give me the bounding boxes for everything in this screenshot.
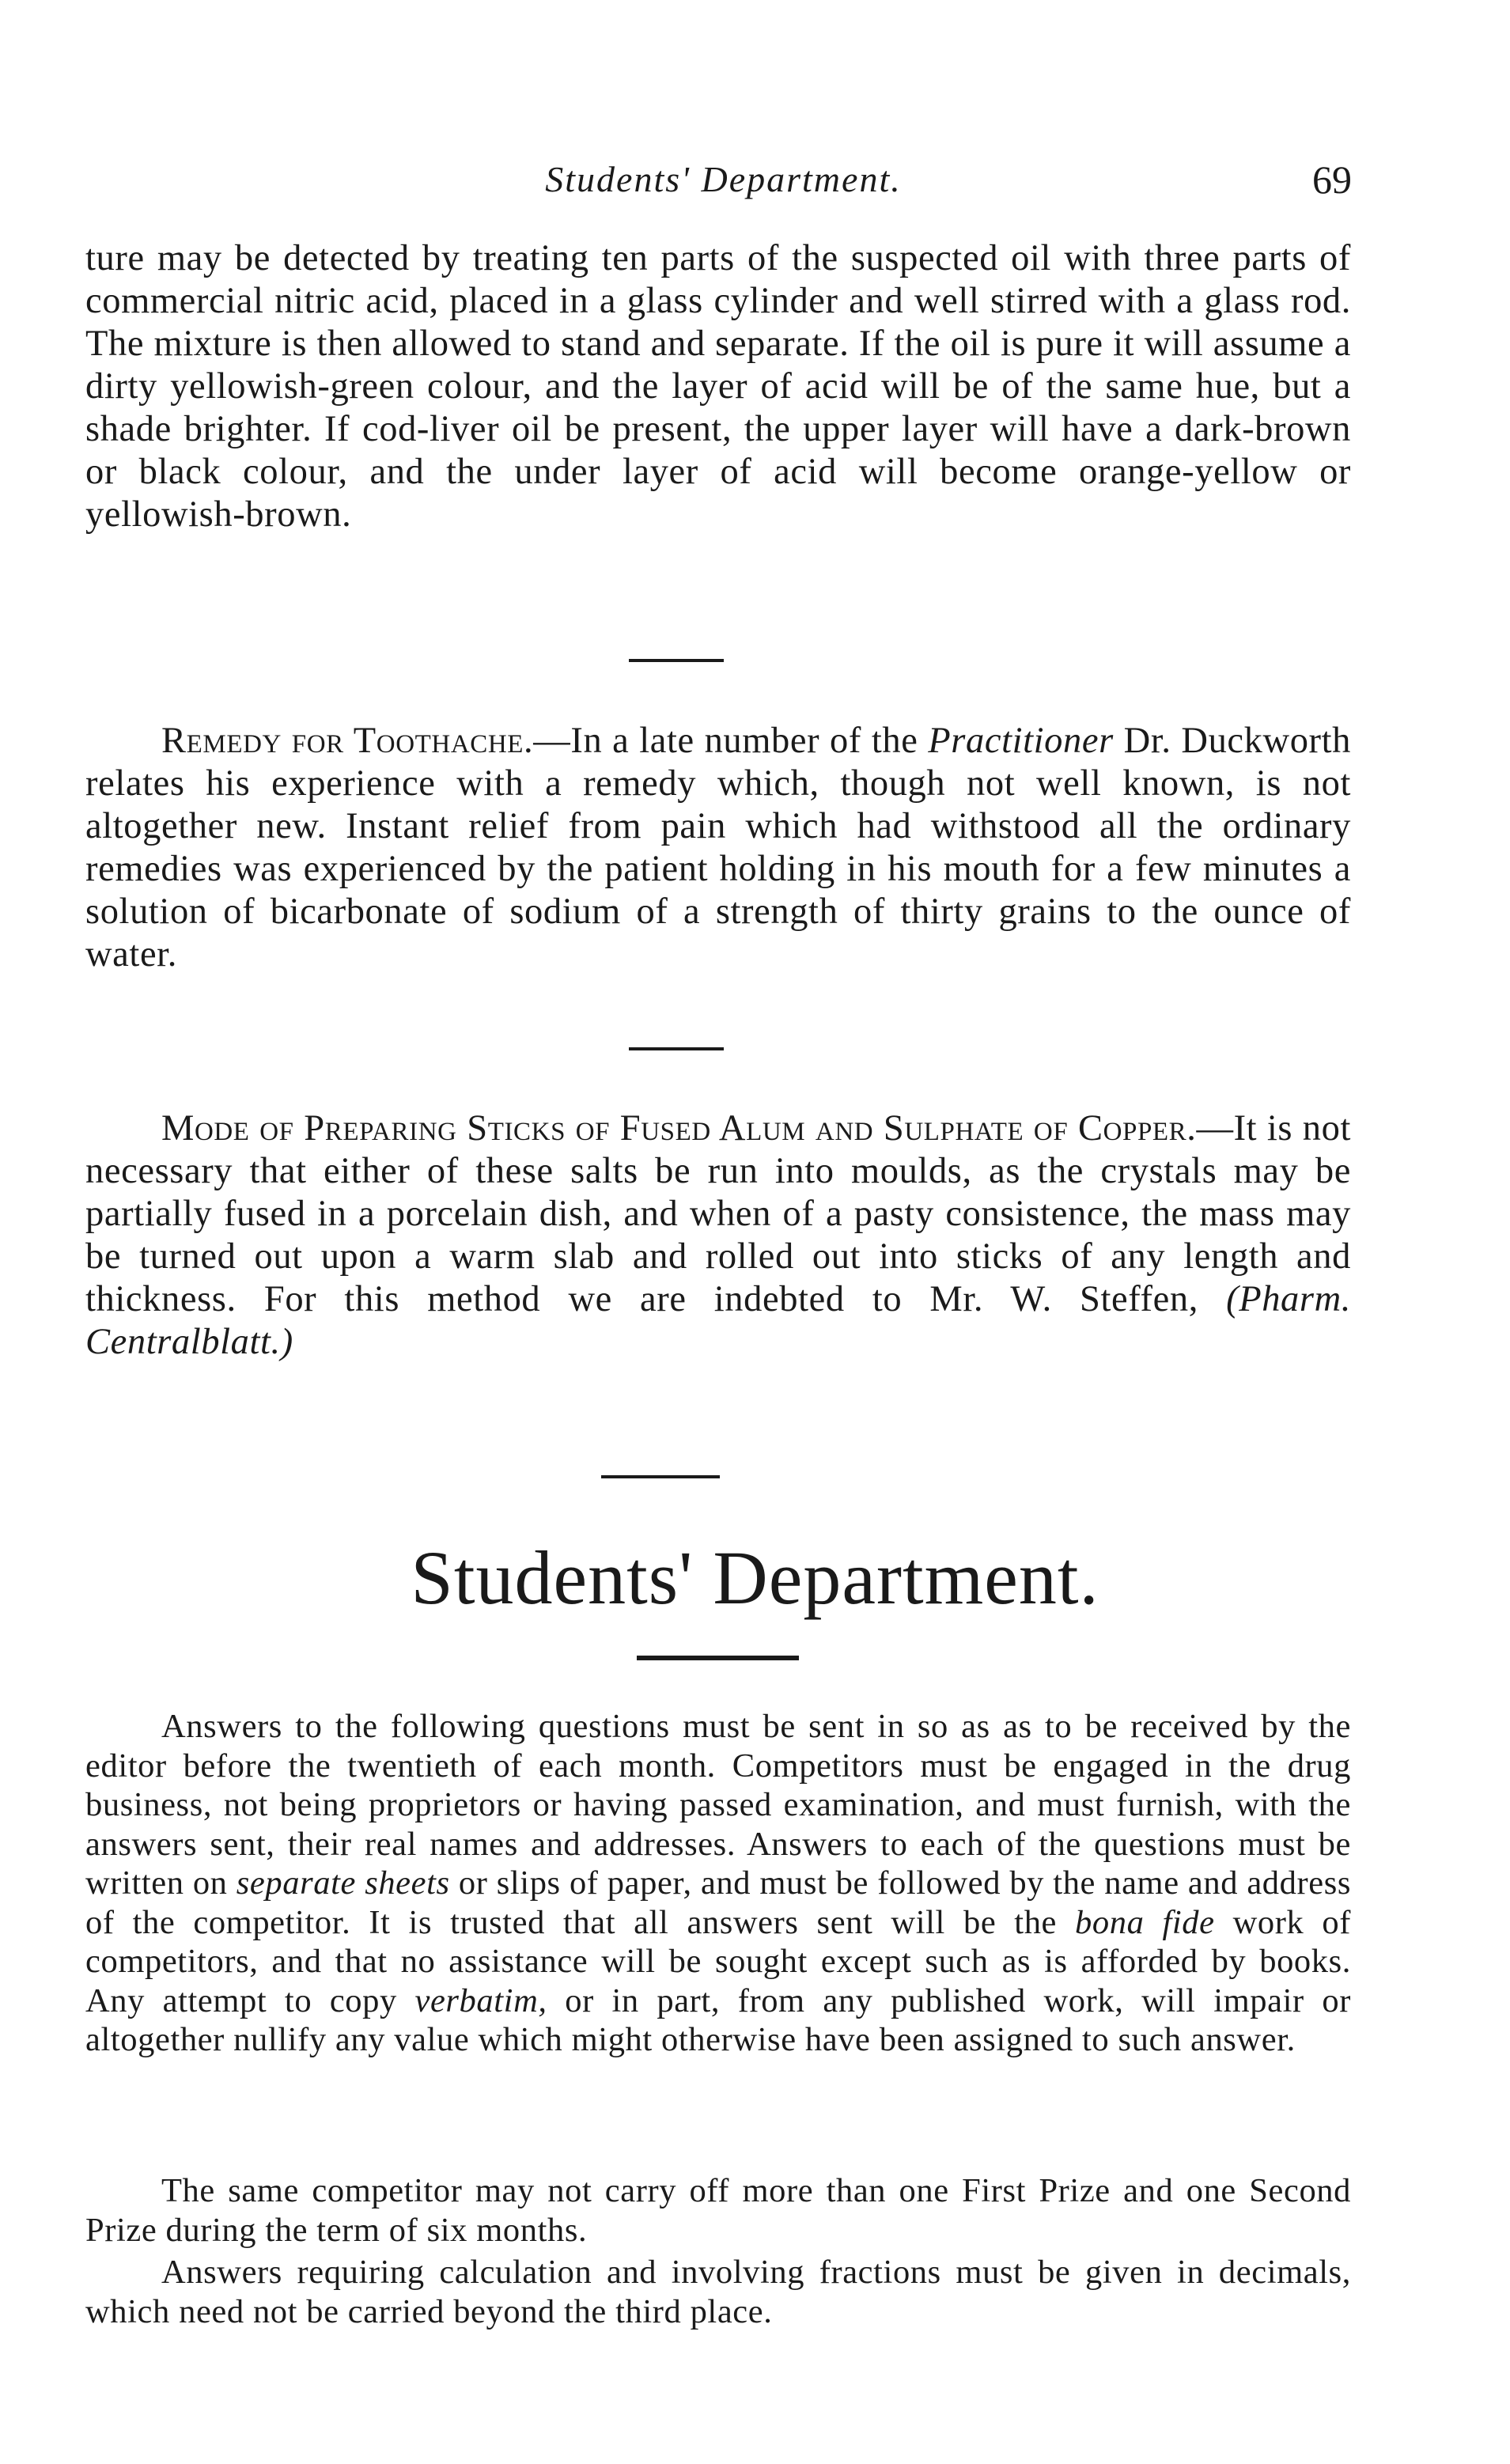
section-title: Students' Department. — [411, 1535, 1099, 1620]
journal-name: Practitioner — [928, 721, 1114, 761]
toothache-text-after: Dr. Duckworth relates his experience with a remedy which, though not well known, is not altogether new. Instant relief from pain which had withstood all the ordinary remedies was experienced by the patient holding in his mouth for a few minutes a solution of bicarbonate of sodium of a strength of thirty grains to the ounce of water. — [85, 721, 1351, 975]
rules-text: work of competitors, and that no assistance will be sought except such as is afforded by books. Any attempt to copy — [85, 1903, 1351, 2019]
toothache-heading: Remedy for Toothache. — [161, 721, 534, 761]
rules-text: or slips of paper, and must be followed by the name and address of the competitor. It is trusted that all answers sent will be the — [85, 1864, 1351, 1941]
verbatim-emphasis: verbatim, — [414, 1981, 547, 2019]
rules-paragraph-3 — [85, 2253, 1351, 2331]
toothache-text-before: —In a late number of the — [533, 721, 929, 761]
alum-text: —It is not necessary that either of these salts be run into moulds, as the crystals may be partially fused in a porcelain dish, and when of a pasty consistence, the mass may be turned out upon a warm slab and rolled out into sticks of any length and thickness. For this method we are indebted to Mr. W. Steffen, — [85, 1108, 1351, 1319]
alum-heading: Mode of Preparing Sticks of Fused Alum and Sulphate of Copper. — [161, 1108, 1197, 1149]
rules-text: or in part, from any published work, will impair or altogether nullify any value which might otherwise have been assigned to such answer. — [85, 1981, 1351, 2058]
toothache-paragraph — [85, 720, 1351, 976]
alum-source: (Pharm. Centralblatt.) — [85, 1279, 1351, 1362]
oil-test-text: ture may be detected by treating ten parts of the suspected oil with three parts of commercial nitric acid, placed in a glass cylinder and well stirred with a glass rod. The mixture is then allowed to stand and separate. If the oil is pure it will assume a dirty yellowish-green colour, and the layer of acid will be of the same hue, but a shade brighter. If cod-liver oil be present, the upper layer will have a dark-brown or black colour, and the under layer of acid will become orange-yellow or yellowish-brown. — [85, 238, 1351, 535]
rules-paragraph-1 — [85, 1707, 1351, 2060]
rules-text: Answers requiring calculation and involving fractions must be given in decimals, which need not be carried beyond the third place. — [85, 2254, 1351, 2330]
rules-text: The same competitor may not carry off more than one First Prize and one Second Prize during the term of six months. — [85, 2172, 1351, 2249]
oil-test-paragraph — [85, 237, 1351, 536]
separate-sheets-emphasis: separate sheets — [236, 1864, 450, 1902]
rules-paragraph-2 — [85, 2171, 1351, 2250]
alum-paragraph — [85, 1107, 1351, 1364]
section-divider — [601, 1475, 720, 1478]
title-underline — [637, 1656, 799, 1660]
section-divider — [629, 1047, 724, 1050]
running-head — [95, 152, 1352, 207]
running-head-title: Students' Department. — [545, 159, 902, 199]
bona-fide-emphasis: bona fide — [1075, 1903, 1215, 1941]
rules-text: Answers to the following questions must be sent in so as as to be received by the editor before the twentieth of each month. Competitors must be engaged in the drug business, not being proprietors or having passed examination, and must furnish, with the answers sent, their real names and addresses. Answers to each of the questions must be written on — [85, 1708, 1351, 1902]
section-divider — [629, 659, 724, 662]
page-number: 69 — [1312, 157, 1352, 202]
